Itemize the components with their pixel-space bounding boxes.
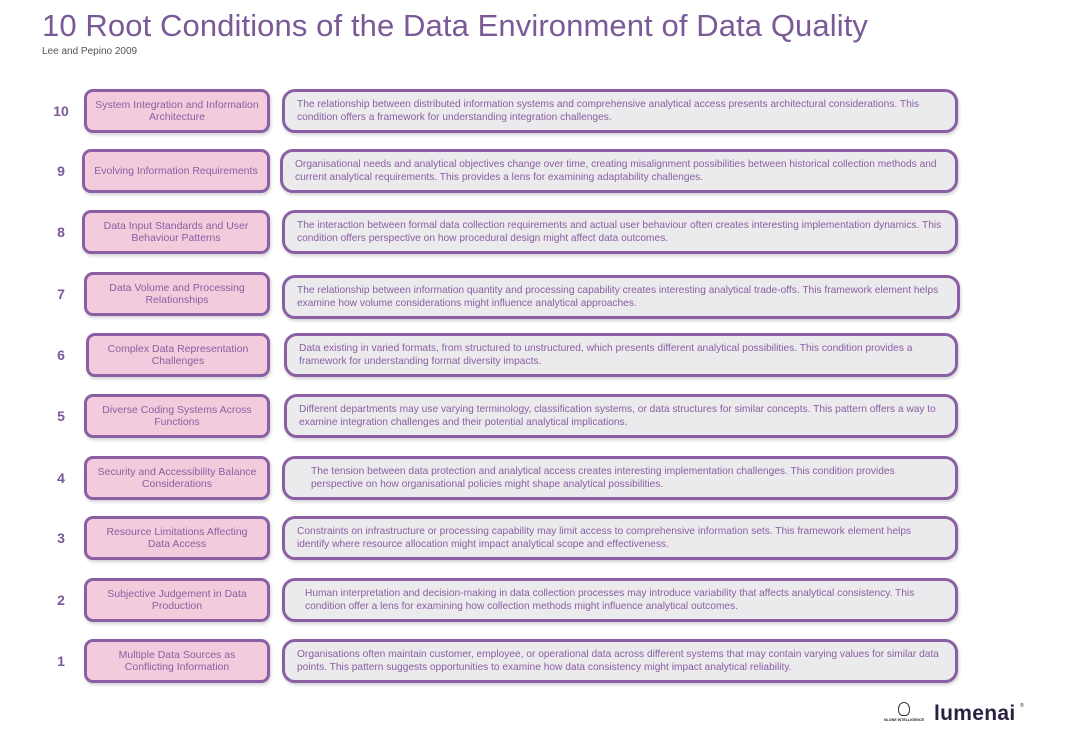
condition-description: Organisations often maintain customer, employee, or operational data across different systems that may contain varying values for similar data points. This pattern suggests opportunities to examine how data consistency might impact analytical reliability. xyxy=(297,649,939,673)
condition-label: Data Input Standards and User Behaviour Patterns xyxy=(103,219,249,244)
condition-description-box xyxy=(282,456,958,500)
condition-number: 4 xyxy=(57,470,65,486)
condition-row xyxy=(0,333,1071,383)
condition-row xyxy=(0,210,1071,260)
condition-label: System Integration and Information Architecture xyxy=(95,98,259,123)
condition-number: 1 xyxy=(57,653,65,669)
condition-label-box xyxy=(84,456,270,500)
condition-label: Complex Data Representation Challenges xyxy=(107,342,249,367)
condition-label: Diverse Coding Systems Across Functions xyxy=(102,403,252,428)
condition-row xyxy=(0,639,1071,689)
condition-description-box xyxy=(282,275,960,319)
condition-label-box xyxy=(84,516,270,560)
condition-description: Different departments may use varying terminology, classification systems, or data structures for similar concepts. This pattern offers a way to examine integration challenges and their potential analytical implications. xyxy=(299,404,936,428)
condition-label-box xyxy=(86,333,270,377)
condition-number: 5 xyxy=(57,408,65,424)
condition-row xyxy=(0,516,1071,566)
condition-row xyxy=(0,272,1071,322)
condition-description: The interaction between formal data collection requirements and actual user behaviour often creates interesting implementation dynamics. This condition offers perspective on how procedural design might affect data outcomes. xyxy=(297,220,942,244)
condition-label-box xyxy=(82,149,270,193)
condition-label: Data Volume and Processing Relationships xyxy=(109,281,245,306)
condition-description: Constraints on infrastructure or processing capability may limit access to comprehensive information sets. This framework element helps identify where resource allocation might impact analytical scope and effectiveness. xyxy=(297,526,912,550)
partner-logo xyxy=(884,702,924,730)
condition-row xyxy=(0,578,1071,628)
page-subtitle: Lee and Pepino 2009 xyxy=(42,46,138,57)
condition-number: 2 xyxy=(57,592,65,608)
condition-label-box xyxy=(84,394,270,438)
condition-description-box xyxy=(282,578,958,622)
condition-number: 10 xyxy=(53,103,69,119)
condition-description-box xyxy=(282,210,958,254)
condition-number: 9 xyxy=(57,163,65,179)
condition-label-box xyxy=(84,272,270,316)
condition-label: Resource Limitations Affecting Data Access xyxy=(106,525,248,550)
condition-row xyxy=(0,394,1071,444)
condition-description: Data existing in varied formats, from structured to unstructured, which presents different analytical possibilities. This condition provides a framework for understanding format diversity impacts. xyxy=(299,343,913,367)
condition-number: 3 xyxy=(57,530,65,546)
condition-description-box xyxy=(284,394,958,438)
condition-label-box xyxy=(82,210,270,254)
condition-label-box xyxy=(84,578,270,622)
head-icon xyxy=(898,702,910,716)
condition-row xyxy=(0,149,1071,199)
condition-description: The relationship between distributed information systems and comprehensive analytical access presents architectural considerations. This condition offers a framework for understanding integration challenges. xyxy=(297,99,920,123)
brand-logo: lumenai xyxy=(934,702,1016,725)
condition-description: The relationship between information quantity and processing capability creates interesting analytical trade-offs. This framework element helps examine how volume considerations might influence analytical approaches. xyxy=(297,285,939,309)
condition-description-box xyxy=(280,149,958,193)
condition-label: Multiple Data Sources as Conflicting Information xyxy=(118,648,236,673)
condition-number: 7 xyxy=(57,286,65,302)
condition-description-box xyxy=(284,333,958,377)
registered-mark-icon: ® xyxy=(1020,703,1024,709)
condition-label: Security and Accessibility Balance Considerations xyxy=(97,465,257,490)
partner-logo-text: NLONE INTELLIGENCE xyxy=(884,718,924,722)
condition-row xyxy=(0,89,1071,139)
condition-label: Subjective Judgement in Data Production xyxy=(107,587,247,612)
condition-description-box xyxy=(282,639,958,683)
condition-description: Human interpretation and decision-making in data collection processes may introduce variability that affects analytical consistency. This condition offer a lens for examining how collection methods might influence analytical outcomes. xyxy=(305,588,915,612)
condition-description-box xyxy=(282,516,958,560)
condition-row xyxy=(0,456,1071,506)
condition-description: Organisational needs and analytical objectives change over time, creating misalignment possibilities between historical collection methods and current analytical requirements. This provides a lens for examining adaptability challenges. xyxy=(295,159,937,183)
condition-label-box xyxy=(84,89,270,133)
condition-description-box xyxy=(282,89,958,133)
condition-number: 8 xyxy=(57,224,65,240)
condition-number: 6 xyxy=(57,347,65,363)
condition-label: Evolving Information Requirements xyxy=(94,164,258,177)
page-title: 10 Root Conditions of the Data Environment of Data Quality xyxy=(42,8,869,43)
condition-label-box xyxy=(84,639,270,683)
condition-description: The tension between data protection and analytical access creates interesting implementation challenges. This condition provides perspective on how organisational policies might shape analytical possibilities. xyxy=(311,466,895,490)
